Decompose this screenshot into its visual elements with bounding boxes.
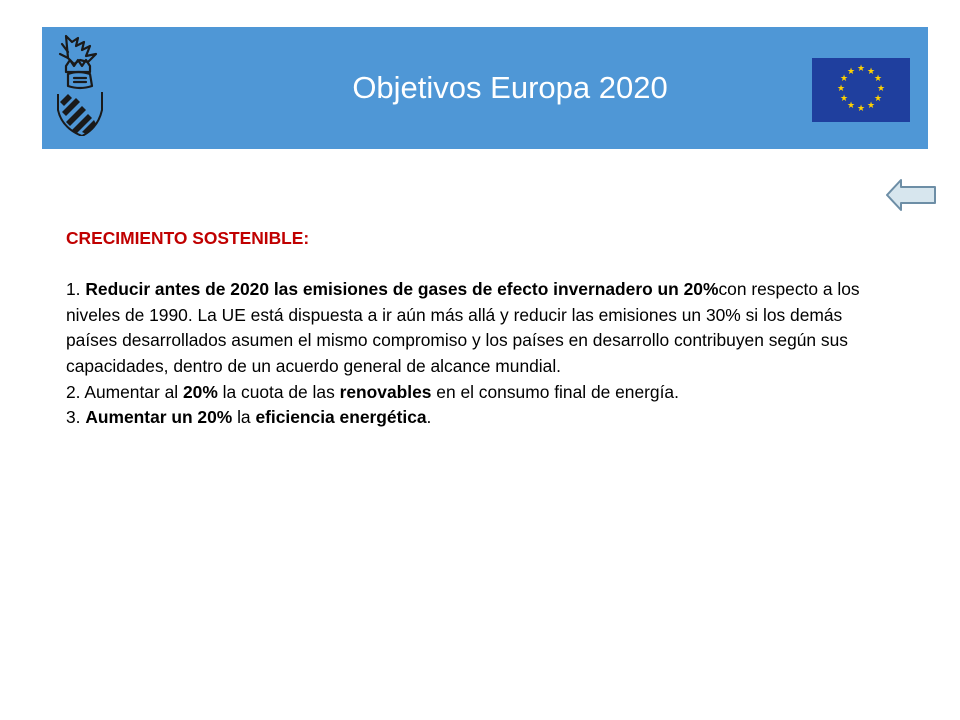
- svg-text:★: ★: [846, 67, 856, 77]
- item2-text-2: la cuota de las: [217, 381, 340, 402]
- back-arrow-icon[interactable]: [885, 178, 937, 212]
- header-banner: [42, 27, 928, 149]
- item1-rest: con respecto a los niveles de 1990. La UE está dispuesta a ir aún más allá y reducir las emisiones un 30% si los demás países desarrollados asumen el mismo compromiso y los países en desarrollo contribuyen según sus capacidades, dentro de un acuerdo general de alcance mundial.: [66, 279, 860, 376]
- content-body: [66, 226, 896, 431]
- item2-text-3: en el consumo final de energía.: [431, 381, 679, 402]
- svg-text:★: ★: [856, 64, 866, 74]
- item3-bold-1: Aumentar un 20%: [85, 407, 233, 428]
- item1-bold: Reducir antes de 2020 las emisiones de gases de efecto invernadero un 20%: [85, 279, 719, 300]
- svg-text:★: ★: [866, 67, 876, 77]
- objective-item-2: [66, 380, 896, 406]
- page-title: Objetivos Europa 2020: [352, 70, 668, 105]
- item3-bold-2: eficiencia energética: [255, 407, 427, 428]
- objective-item-1: [66, 277, 896, 379]
- item1-number: 1.: [66, 279, 86, 300]
- svg-text:★: ★: [866, 101, 876, 111]
- svg-text:★: ★: [846, 101, 856, 111]
- svg-text:★: ★: [856, 104, 866, 114]
- svg-text:★: ★: [873, 74, 883, 84]
- section-heading: CRECIMIENTO SOSTENIBLE:: [66, 228, 310, 248]
- item3-text-2: la: [232, 407, 256, 428]
- svg-text:★: ★: [839, 74, 849, 84]
- svg-text:★: ★: [876, 84, 886, 94]
- objective-item-3: [66, 405, 896, 431]
- item2-bold-2: renovables: [339, 381, 432, 402]
- item3-text-3: .: [426, 407, 432, 428]
- item2-text-1: 2. Aumentar al: [66, 381, 183, 402]
- coat-of-arms-icon: [52, 32, 112, 136]
- svg-text:★: ★: [839, 94, 849, 104]
- item2-bold-1: 20%: [182, 381, 218, 402]
- svg-text:★: ★: [873, 94, 883, 104]
- eu-flag-icon: [812, 58, 910, 122]
- item3-text-1: 3.: [66, 407, 86, 428]
- svg-text:★: ★: [836, 84, 846, 94]
